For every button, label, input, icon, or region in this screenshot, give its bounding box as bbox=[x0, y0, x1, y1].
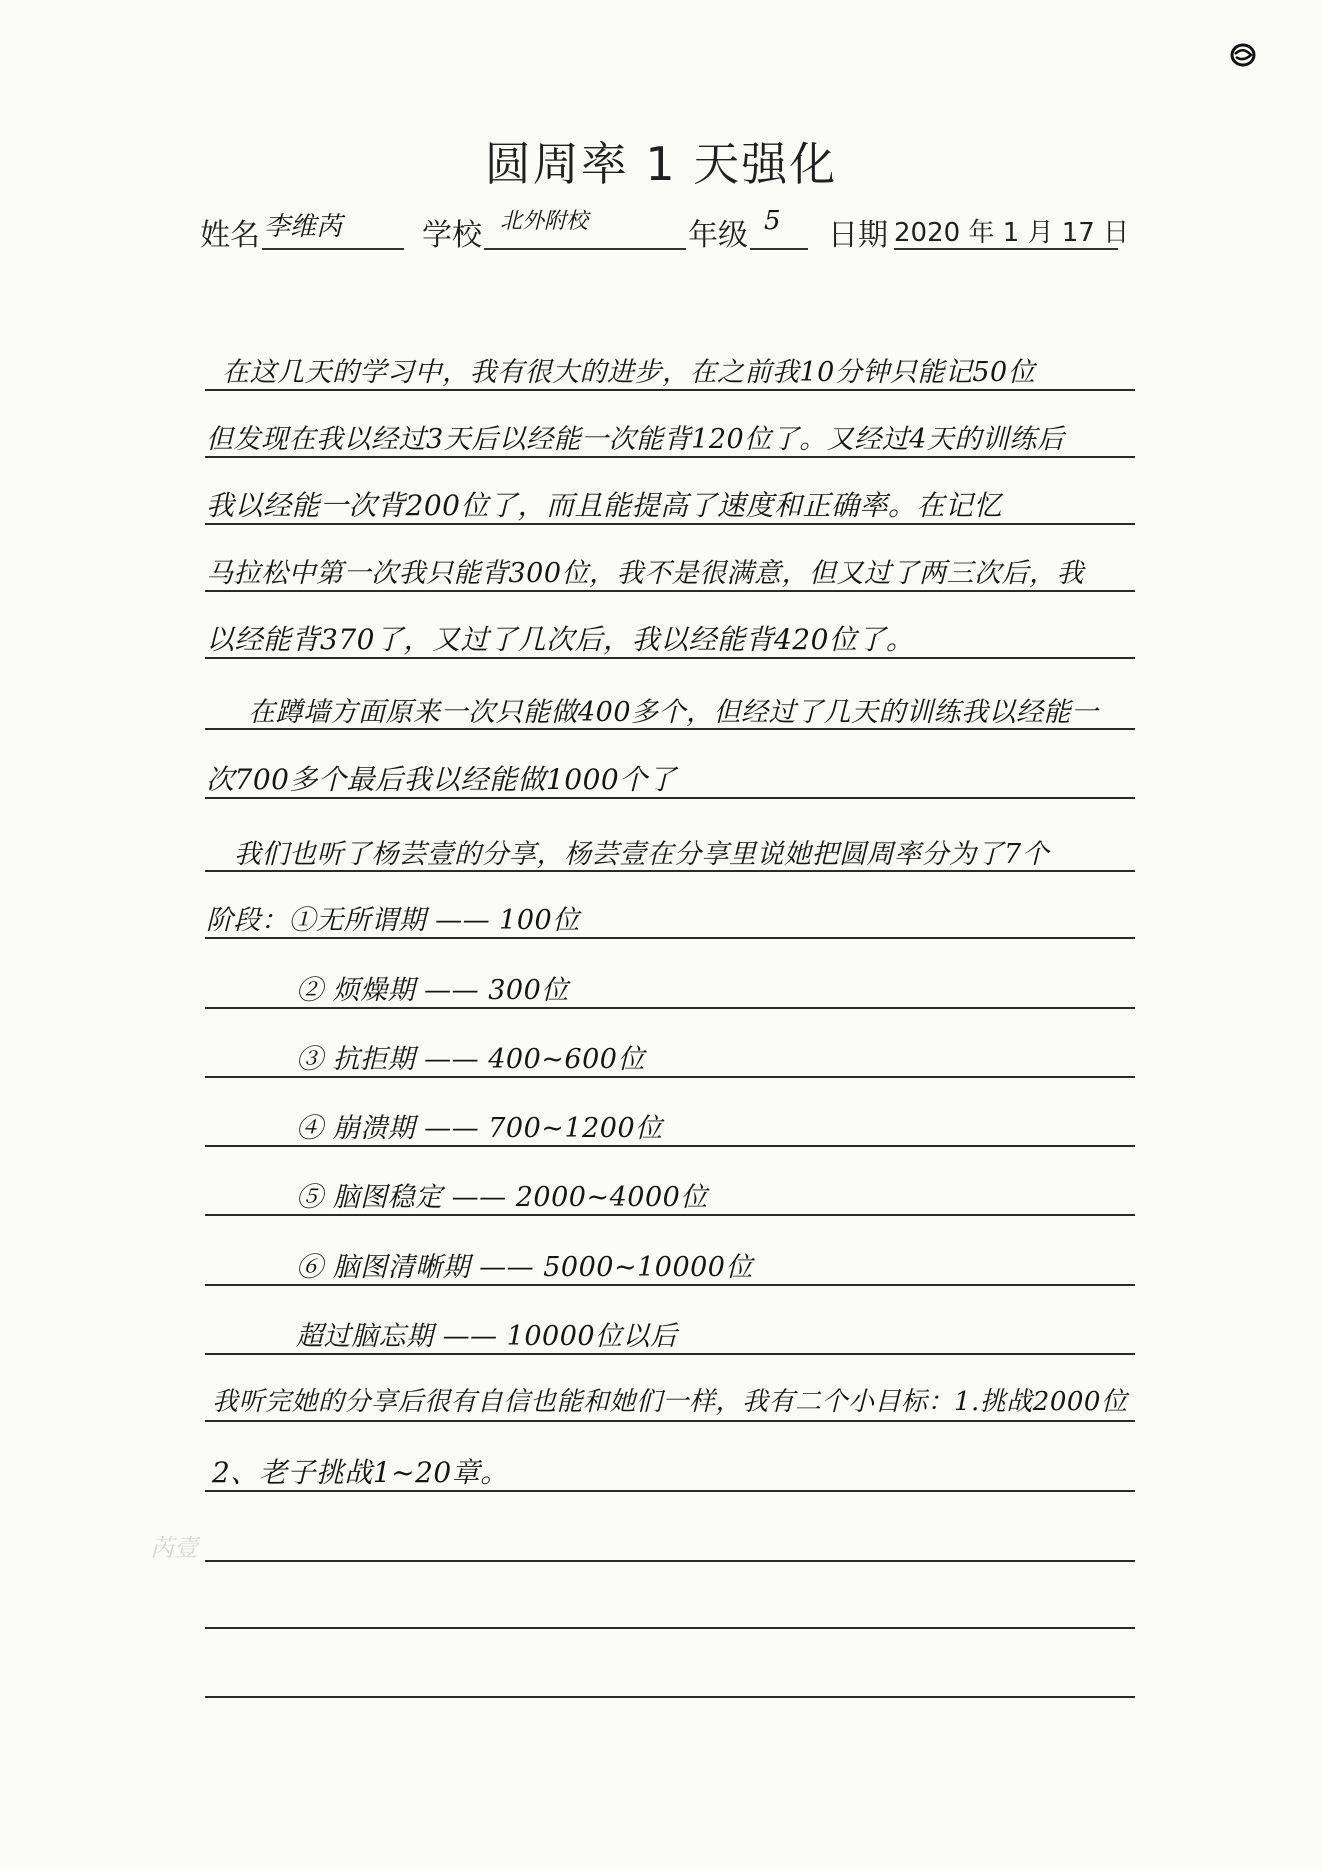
handwritten-line: 在这几天的学习中，我有很大的进步，在之前我10分钟只能记50位 bbox=[222, 357, 1036, 388]
handwritten-line: 我以经能一次背200位了，而且能提高了速度和正确率。在记忆 bbox=[206, 489, 1002, 522]
rule-line bbox=[205, 937, 1135, 939]
handwritten-line: 超过脑忘期 —— 10000位以后 bbox=[296, 1321, 678, 1352]
grade-label: 年级 bbox=[688, 218, 748, 253]
school-label: 学校 bbox=[422, 218, 482, 253]
handwritten-line: ⑥ 脑图清晰期 —— 5000~10000位 bbox=[296, 1252, 753, 1283]
handwritten-line: 我们也听了杨芸壹的分享，杨芸壹在分享里说她把圆周率分为了7个 bbox=[234, 839, 1050, 870]
rule-line bbox=[205, 389, 1135, 391]
rule-line bbox=[205, 1284, 1135, 1286]
handwritten-line: ③ 抗拒期 —— 400~600位 bbox=[296, 1044, 645, 1075]
rule-line bbox=[205, 1696, 1135, 1698]
rule-line bbox=[205, 1420, 1135, 1422]
rule-line bbox=[205, 1145, 1135, 1147]
handwritten-line: ④ 崩溃期 —— 700~1200位 bbox=[296, 1113, 663, 1144]
handwritten-line: 阶段：①无所谓期 —— 100位 bbox=[206, 905, 580, 936]
handwritten-line: 以经能背370了，又过了几次后，我以经能背420位了。 bbox=[206, 623, 915, 656]
rule-line bbox=[205, 1007, 1135, 1009]
rule-line bbox=[205, 456, 1135, 458]
handwritten-line: 2、老子挑战1~20章。 bbox=[212, 1456, 509, 1489]
rule-line bbox=[205, 590, 1135, 592]
handwritten-line: 马拉松中第一次我只能背300位，我不是很满意，但又过了两三次后，我 bbox=[206, 558, 1085, 589]
rule-line bbox=[205, 1353, 1135, 1355]
school-underline bbox=[484, 248, 686, 250]
rule-line bbox=[205, 1627, 1135, 1629]
rule-line bbox=[205, 1076, 1135, 1078]
handwritten-line: ⑤ 脑图稳定 —— 2000~4000位 bbox=[296, 1182, 708, 1213]
grade-value: 5 bbox=[764, 206, 781, 236]
name-value: 李维芮 bbox=[264, 212, 343, 242]
rule-line bbox=[205, 1214, 1135, 1216]
handwritten-line: 但发现在我以经过3天后以经能一次能背120位了。又经过4天的训练后 bbox=[206, 424, 1065, 455]
date-label: 日期 bbox=[828, 218, 888, 253]
rule-line bbox=[205, 1560, 1135, 1562]
handwritten-line: ② 烦燥期 —— 300位 bbox=[296, 975, 569, 1006]
handwritten-line: 在蹲墙方面原来一次只能做400多个，但经过了几天的训练我以经能一 bbox=[248, 697, 1099, 728]
scribble-mark-icon bbox=[1228, 40, 1258, 70]
name-underline bbox=[262, 248, 404, 250]
handwritten-line: 次700多个最后我以经能做1000个了 bbox=[206, 763, 677, 796]
handwritten-line: 我听完她的分享后很有自信也能和她们一样，我有二个小目标：1.挑战2000位 bbox=[212, 1387, 1128, 1417]
faint-bleed-text: 芮壹 bbox=[150, 1534, 198, 1562]
grade-underline bbox=[750, 248, 808, 250]
name-label: 姓名 bbox=[200, 218, 260, 253]
page-title: 圆周率 1 天强化 bbox=[484, 137, 838, 191]
school-value: 北外附校 bbox=[500, 209, 589, 234]
date-underline bbox=[894, 248, 1118, 250]
date-value: 2020 年 1 月 17 日 bbox=[894, 218, 1130, 248]
